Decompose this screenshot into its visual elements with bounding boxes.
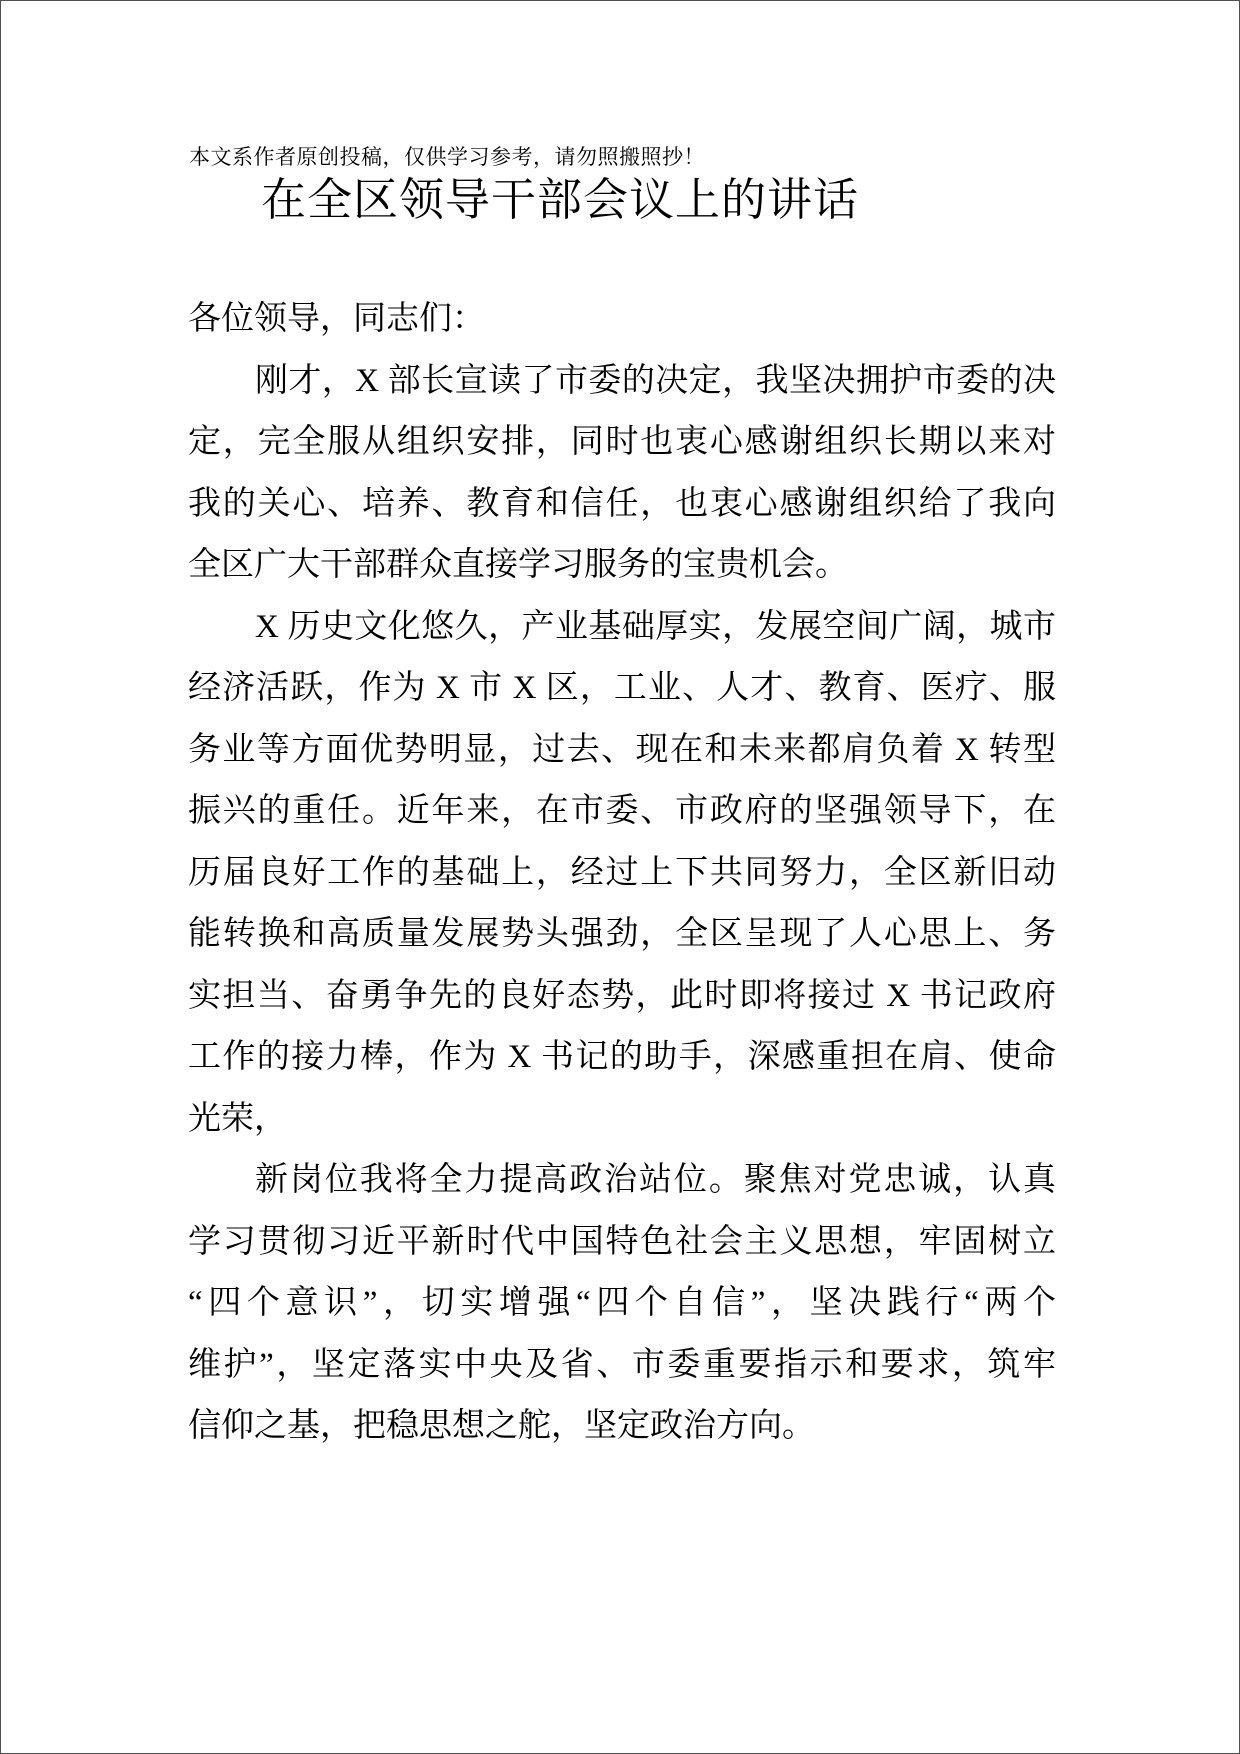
text-line: 定，完全服从组织安排，同时也衷心感谢组织长期以来对 bbox=[188, 424, 1056, 460]
text-line: 振兴的重任。近年来，在市委、市政府的坚强领导下，在 bbox=[188, 793, 1056, 829]
text-line: 我的关心、培养、教育和信任，也衷心感谢组织给了我向 bbox=[188, 485, 1056, 522]
text-line: 刚才，X 部长宣读了市委的决定，我坚决拥护市委的决 bbox=[255, 362, 1056, 399]
text-line: 全区广大干部群众直接学习服务的宝贵机会。 bbox=[188, 547, 848, 583]
text-line: 新岗位我将全力提高政治站位。聚焦对党忠诚，认真 bbox=[255, 1162, 1056, 1198]
text-line: 各位领导，同志们： bbox=[188, 301, 485, 337]
text-line: “四个意识”，切实增强“四个自信”，坚决践行“两个 bbox=[188, 1285, 1056, 1321]
text-line: 信仰之基，把稳思想之舵，坚定政治方向。 bbox=[188, 1408, 815, 1444]
document-body bbox=[188, 289, 1056, 1458]
text-line: 维护”，坚定落实中央及省、市委重要指示和要求，筑牢 bbox=[188, 1346, 1056, 1383]
text-line: 经济活跃，作为 X 市 X 区，工业、人才、教育、医疗、服 bbox=[188, 670, 1056, 706]
disclaimer-text: 本文系作者原创投稿，仅供学习参考，请勿照搬照抄！ bbox=[189, 146, 705, 169]
text-line: X 历史文化悠久，产业基础厚实，发展空间广阔，城市 bbox=[255, 608, 1056, 645]
text-line: 能转换和高质量发展势头强劲，全区呈现了人心思上、务 bbox=[188, 916, 1056, 952]
text-line: 务业等方面优势明显，过去、现在和未来都肩负着 X 转型 bbox=[188, 731, 1056, 768]
document-title: 在全区领导干部会议上的讲话 bbox=[260, 174, 859, 225]
text-line: 实担当、奋勇争先的良好态势，此时即将接过 X 书记政府 bbox=[188, 977, 1056, 1014]
text-line: 工作的接力棒，作为 X 书记的助手，深感重担在肩、使命 bbox=[188, 1039, 1056, 1075]
text-line: 历届良好工作的基础上，经过上下共同努力，全区新旧动 bbox=[188, 854, 1056, 891]
text-line: 学习贯彻习近平新时代中国特色社会主义思想，牢固树立 bbox=[188, 1223, 1056, 1260]
text-line: 光荣， bbox=[188, 1100, 287, 1137]
